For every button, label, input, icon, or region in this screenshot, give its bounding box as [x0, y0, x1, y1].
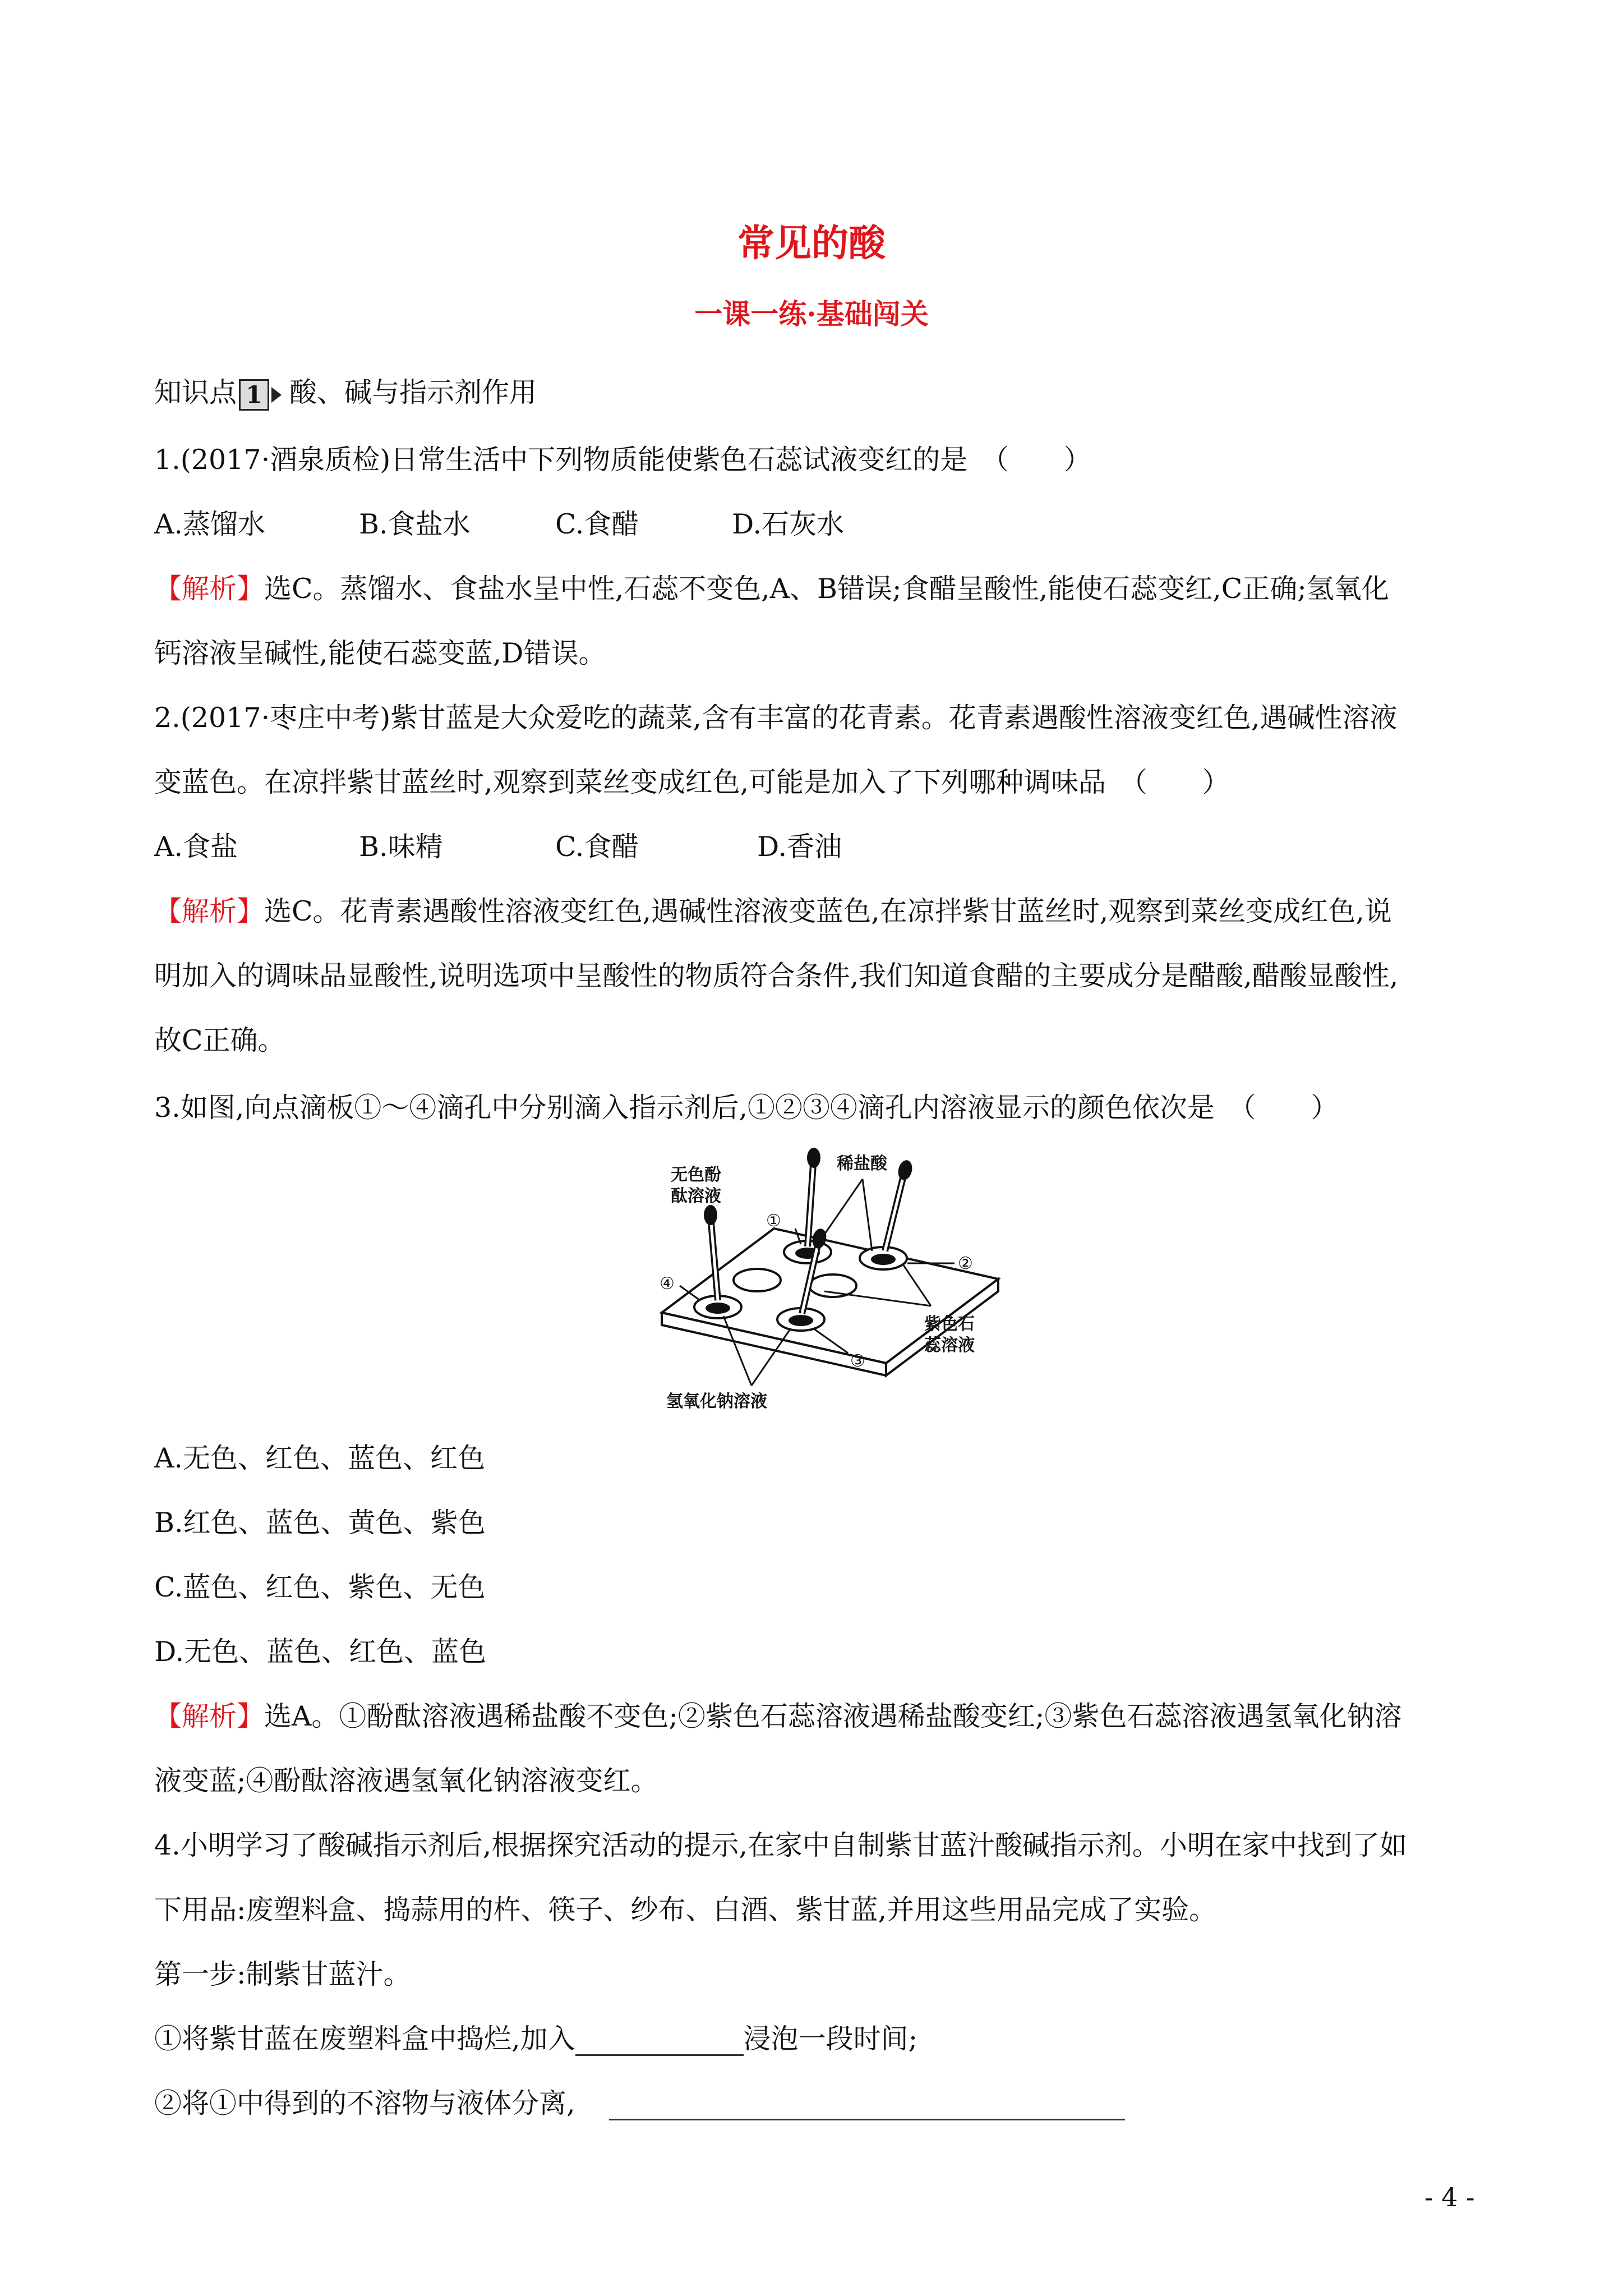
answer-blank-1[interactable]	[575, 2032, 744, 2056]
q3-option-a: A.无色、红色、蓝色、红色	[154, 1442, 485, 1474]
number-2: ②	[958, 1254, 973, 1273]
well-3-liquid	[789, 1315, 813, 1326]
label-naoh: 氢氧化钠溶液	[666, 1392, 767, 1411]
analysis-text: 选C。蒸馏水、食盐水呈中性,石蕊不变色,A、B错误;食醋呈酸性,能使石蕊变红,C正确;氢氧化	[264, 573, 1389, 605]
q3-option-d: D.无色、蓝色、红色、蓝色	[154, 1636, 487, 1668]
spot-plate-figure	[639, 1144, 1021, 1414]
well-empty-right	[809, 1274, 856, 1297]
well-empty-left	[734, 1269, 781, 1291]
page-title: 常见的酸	[737, 221, 886, 265]
q2-option-b: B.味精	[359, 831, 443, 863]
q1-option-a: A.蒸馏水	[154, 508, 265, 540]
q4-substep-1	[154, 2022, 1478, 2056]
page-subtitle: 一课一练·基础闯关	[694, 297, 929, 330]
analysis-tag: 【解析】	[154, 1700, 265, 1732]
answer-blank-2[interactable]	[609, 2096, 1125, 2120]
q4-substep-1-text-b: 浸泡一段时间;	[743, 2023, 918, 2055]
knowledge-point-heading	[154, 376, 1478, 411]
leader-hcl-a	[818, 1179, 863, 1244]
well-4-liquid	[706, 1303, 730, 1314]
triangle-arrow-icon	[271, 387, 282, 403]
q3-option-c: C.蓝色、红色、紫色、无色	[154, 1571, 486, 1603]
number-3: ③	[850, 1351, 865, 1371]
label-phenolphthalein-2: 酞溶液	[671, 1186, 721, 1206]
leader-hcl-b	[863, 1179, 872, 1251]
well-2-liquid	[871, 1254, 896, 1265]
q1-option-c: C.食醋	[555, 508, 639, 540]
q4-stem-line-1: 4.小明学习了酸碱指示剂后,根据探究活动的提示,在家中自制紫甘蓝汁酸碱指示剂。小明在家中找到了如	[154, 1829, 1407, 1861]
q2-analysis-line-3: 故C正确。	[154, 1024, 285, 1056]
analysis-tag: 【解析】	[154, 895, 265, 927]
q3-analysis-line-2: 液变蓝;④酚酞溶液遇氢氧化钠溶液变红。	[154, 1765, 658, 1797]
knowledge-point-prefix: 知识点	[154, 376, 237, 408]
q1-analysis-line-1	[154, 572, 1478, 606]
q4-substep-1-text-a: ①将紫甘蓝在废塑料盒中捣烂,加入	[154, 2023, 575, 2055]
number-4: ④	[660, 1274, 675, 1294]
q3-analysis-line-1	[154, 1700, 1478, 1733]
q4-step-1: 第一步:制紫甘蓝汁。	[154, 1958, 411, 1990]
q2-option-c: C.食醋	[555, 831, 639, 863]
q2-option-a: A.食盐	[154, 831, 238, 863]
q3-stem: 3.如图,向点滴板①～④滴孔中分别滴入指示剂后,①②③④滴孔内溶液显示的颜色依次是 （ ）	[154, 1092, 1339, 1124]
analysis-text: 选A。①酚酞溶液遇稀盐酸不变色;②紫色石蕊溶液遇稀盐酸变红;③紫色石蕊溶液遇氢氧化钠溶	[264, 1700, 1402, 1732]
page-number: - 4 -	[1424, 2182, 1475, 2212]
label-hcl: 稀盐酸	[837, 1154, 887, 1174]
q4-stem-line-2: 下用品:废塑料盒、捣蒜用的杵、筷子、纱布、白酒、紫甘蓝,并用这些用品完成了实验。	[154, 1894, 1217, 1926]
q2-analysis-line-1	[154, 895, 1478, 928]
spot-plate-diagram	[639, 1144, 1021, 1414]
knowledge-point-text: 酸、碱与指示剂作用	[289, 376, 537, 408]
dropper-litmus	[885, 1159, 914, 1251]
label-litmus-1: 紫色石	[924, 1314, 975, 1334]
analysis-text: 选C。花青素遇酸性溶液变红色,遇碱性溶液变蓝色,在凉拌紫甘蓝丝时,观察到菜丝变成红色,说	[264, 895, 1392, 927]
q2-stem-line-1: 2.(2017·枣庄中考)紫甘蓝是大众爱吃的蔬菜,含有丰富的花青素。花青素遇酸性溶液变红色,遇碱性溶液	[154, 702, 1398, 734]
q3-option-b: B.红色、蓝色、黄色、紫色	[154, 1507, 486, 1539]
number-1: ①	[766, 1211, 781, 1231]
label-litmus-2: 蕊溶液	[924, 1336, 975, 1355]
q1-option-b: B.食盐水	[359, 508, 471, 540]
q1-option-d: D.石灰水	[732, 508, 845, 540]
q2-analysis-line-2: 明加入的调味品显酸性,说明选项中呈酸性的物质符合条件,我们知道食醋的主要成分是醋酸,醋酸显酸性,	[154, 960, 1399, 992]
q1-analysis-line-2: 钙溶液呈碱性,能使石蕊变蓝,D错误。	[154, 637, 606, 669]
q2-option-d: D.香油	[757, 831, 842, 863]
q4-substep-2	[154, 2087, 1478, 2120]
q1-stem: 1.(2017·酒泉质检)日常生活中下列物质能使紫色石蕊试液变红的是 （ ）	[154, 444, 1091, 476]
analysis-tag: 【解析】	[154, 573, 265, 605]
knowledge-point-number: 1	[239, 379, 269, 411]
q4-substep-2-text: ②将①中得到的不溶物与液体分离,	[154, 2087, 575, 2119]
q2-stem-line-2: 变蓝色。在凉拌紫甘蓝丝时,观察到菜丝变成红色,可能是加入了下列哪种调味品 （ ）	[154, 766, 1230, 798]
label-phenolphthalein-1: 无色酚	[671, 1165, 721, 1185]
